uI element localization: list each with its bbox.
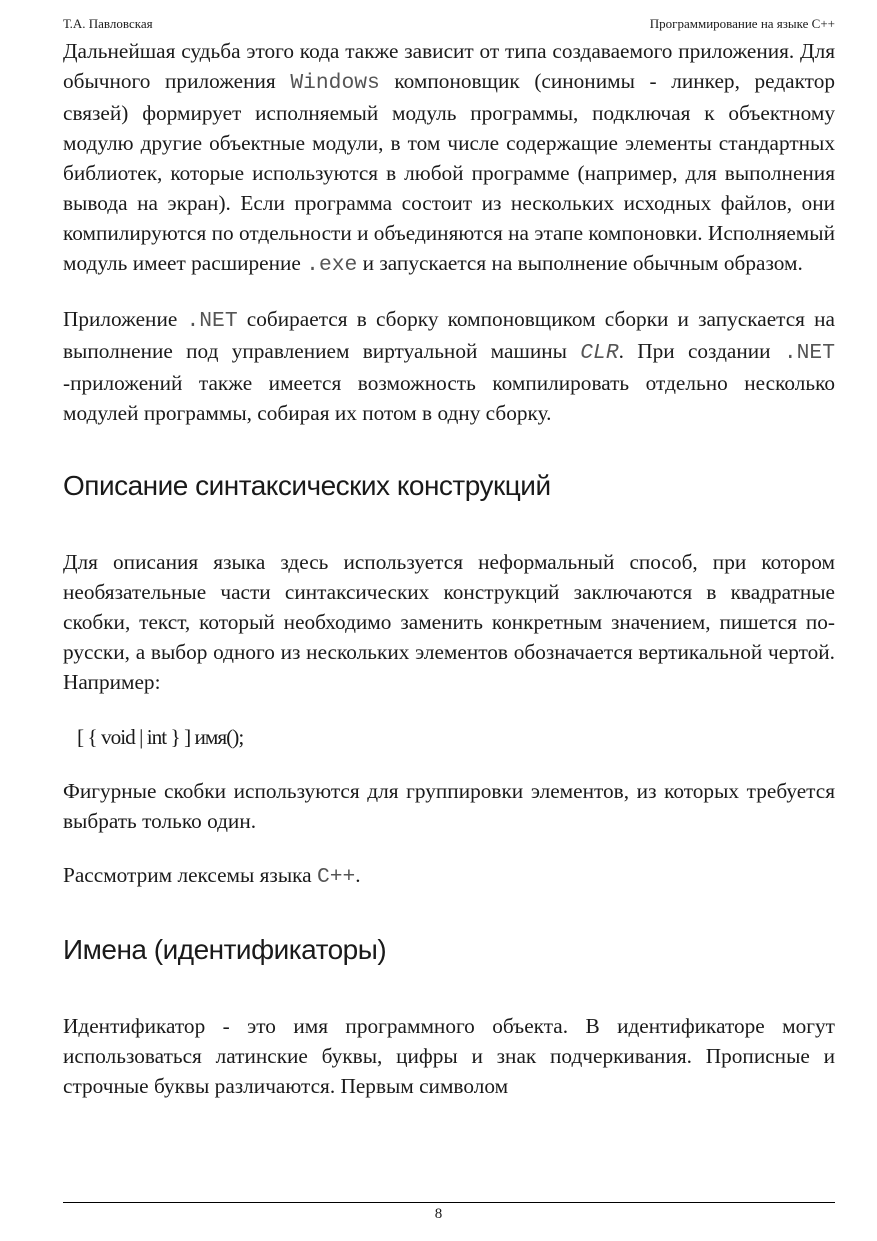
code-exe: .exe [306,253,358,277]
paragraph-dotnet: Приложение .NET собирается в сборку компоновщиком сборки и запускается на выполнение под управлением виртуальной машины CLR. При создании .NET -приложений также имеется возможность компилировать отдельно несколько модулей программы, собирая их потом в одну сборку. [63,307,835,425]
code-windows: Windows [290,71,380,95]
header-author: Т.А. Павловская [63,16,153,31]
heading-syntax-description: Описание синтаксических конструкций [63,470,551,501]
page-number: 8 [434,1206,443,1222]
paragraph-lexemes: Рассмотрим лексемы языка C++. [63,863,361,889]
page-header [63,16,835,32]
paragraph-compilation: Дальнейшая судьба этого кода также зависит от типа создаваемого приложения. Для обычного приложения Windows компоновщик (синонимы - линкер, редактор связей) формирует исполняемый модуль программы, подключая к объектному модулю другие объектные модули, в том числе содержащие элементы стандартных библиотек, которые используются в любой программе (например, для выполнения вывода на экран). Если программа состоит из нескольких исходных файлов, они компилируются по отдельности и объединяются на этапе компоновки. Исполняемый модуль имеет расширение .exe и запускается на выполнение обычным образом. [63,39,836,277]
code-net-2: .NET [783,341,835,365]
header-book-title: Программирование на языке С++ [649,16,835,31]
syntax-example: [ { void | int } ] имя(); [77,725,244,749]
paragraph-syntax-notation: Для описания языка здесь используется неформальный способ, при котором необязательные части синтаксических конструкций заключаются в квадратные скобки, текст, который необходимо заменить конкретным значением, пишется по-русски, а выбор одного из нескольких элементов обозначается вертикальной чертой. Например: [63,550,835,694]
code-net: .NET [186,309,238,333]
page-content [63,36,835,1101]
paragraph-identifiers: Идентификатор - это имя программного объекта. В идентификаторе могут использоваться латинские буквы, цифры и знак подчеркивания. Прописные и строчные буквы различаются. Первым символом [63,1014,835,1098]
heading-identifiers: Имена (идентификаторы) [63,934,387,965]
footer-divider [63,1202,835,1203]
code-cpp: C++ [316,865,356,889]
paragraph-braces: Фигурные скобки используются для группировки элементов, из которых требуется выбрать только один. [63,779,835,833]
code-clr: CLR [580,341,619,365]
